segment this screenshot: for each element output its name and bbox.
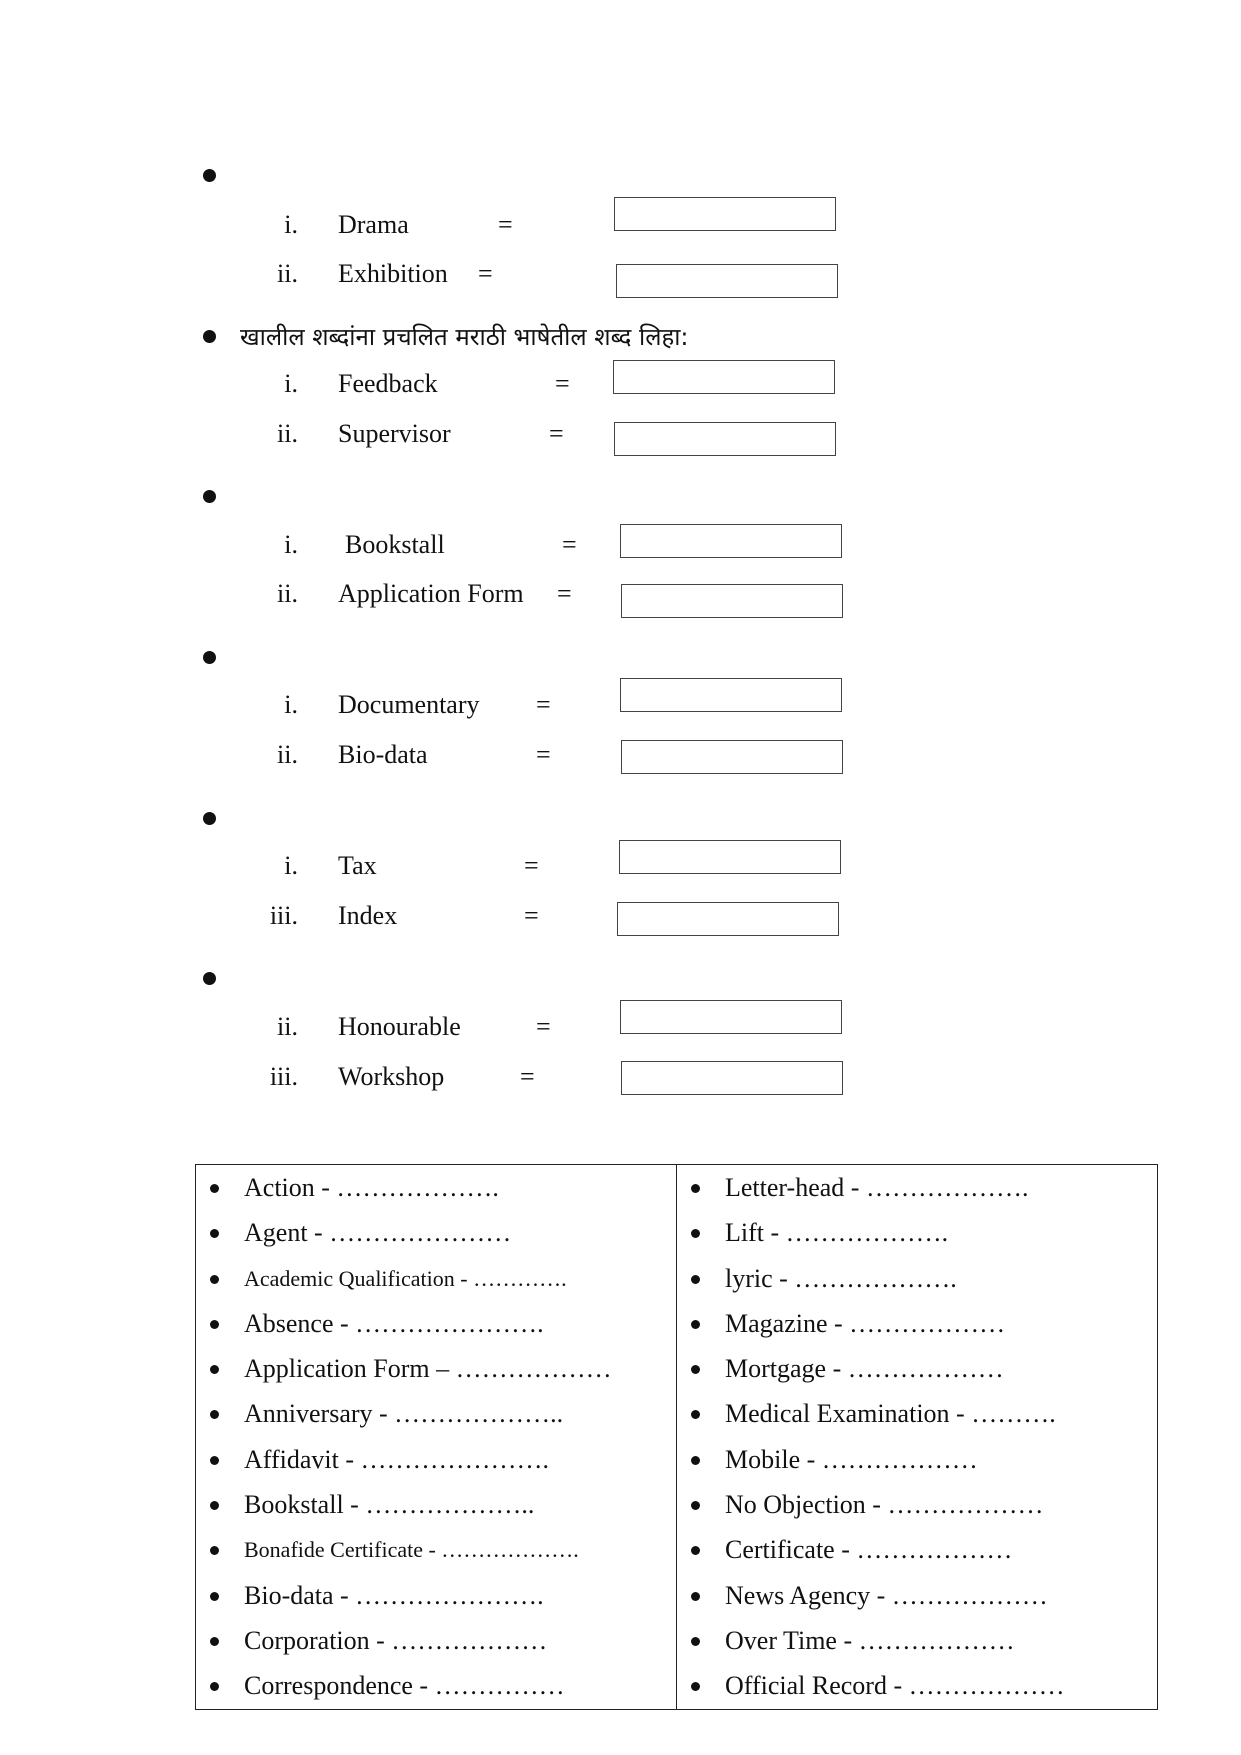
item-number: i. <box>284 369 298 398</box>
bullet-icon <box>691 1592 700 1601</box>
section-1-bullet <box>203 169 216 182</box>
equals-sign: = <box>536 740 551 769</box>
bullet-icon <box>210 1229 219 1238</box>
bullet-icon <box>210 1501 219 1510</box>
vocab-item: News Agency - ……………… <box>677 1573 1157 1618</box>
item-number: i. <box>284 690 298 719</box>
section-2-heading: खालील शब्दांना प्रचलित मराठी भाषेतील शब्द लिहा: <box>240 323 689 351</box>
bullet-icon <box>691 1682 700 1691</box>
section-5-bullet <box>203 812 216 825</box>
item-number: ii. <box>277 740 298 769</box>
bullet-icon <box>210 1637 219 1646</box>
equals-sign: = <box>520 1062 535 1091</box>
bullet-icon <box>210 1184 219 1193</box>
vocab-item: Absence - …………………. <box>196 1301 676 1346</box>
equals-sign: = <box>557 579 572 608</box>
answer-box[interactable] <box>620 524 842 558</box>
vocab-item: Magazine - ……………… <box>677 1301 1157 1346</box>
english-word: Supervisor <box>338 419 451 448</box>
vocab-item: Action - ………………. <box>196 1165 676 1210</box>
answer-box[interactable] <box>621 740 843 774</box>
answer-box[interactable] <box>617 902 839 936</box>
vocab-item: No Objection - ……………… <box>677 1482 1157 1527</box>
english-word: Tax <box>338 851 377 880</box>
vocab-item: Anniversary - ……………….. <box>196 1391 676 1436</box>
english-word: Feedback <box>338 369 438 398</box>
vocab-item: Correspondence - …………… <box>196 1663 676 1708</box>
vocabulary-table <box>195 1164 1158 1710</box>
vocab-item: Application Form – ……………… <box>196 1346 676 1391</box>
answer-box[interactable] <box>614 197 836 231</box>
english-word: Workshop <box>338 1062 445 1091</box>
answer-box[interactable] <box>613 360 835 394</box>
equals-sign: = <box>536 690 551 719</box>
vocab-item: Mobile - ……………… <box>677 1437 1157 1482</box>
section-2-bullet <box>203 330 216 343</box>
answer-box[interactable] <box>621 1061 843 1095</box>
english-word: Bookstall <box>345 530 445 559</box>
bullet-icon <box>691 1320 700 1329</box>
vocab-item: Bio-data - …………………. <box>196 1573 676 1618</box>
bullet-icon <box>691 1637 700 1646</box>
vocabulary-column-left <box>196 1165 677 1710</box>
bullet-icon <box>691 1501 700 1510</box>
equals-sign: = <box>562 530 577 559</box>
vocab-item: Certificate - ……………… <box>677 1527 1157 1572</box>
vocab-item: Mortgage - ……………… <box>677 1346 1157 1391</box>
vocab-item: Over Time - ……………… <box>677 1618 1157 1663</box>
answer-box[interactable] <box>621 584 843 618</box>
item-number: ii. <box>277 579 298 608</box>
bullet-icon <box>210 1682 219 1691</box>
vocab-item: Corporation - ……………… <box>196 1618 676 1663</box>
equals-sign: = <box>549 419 564 448</box>
vocab-item: Academic Qualification - …………. <box>196 1256 676 1301</box>
answer-box[interactable] <box>616 264 838 298</box>
vocab-item: Official Record - ……………… <box>677 1663 1157 1708</box>
item-number: ii. <box>277 419 298 448</box>
equals-sign: = <box>536 1012 551 1041</box>
english-word: Documentary <box>338 690 480 719</box>
bullet-icon <box>210 1456 219 1465</box>
bullet-icon <box>691 1184 700 1193</box>
vocabulary-column-right <box>677 1165 1158 1710</box>
vocab-item: Letter-head - ………………. <box>677 1165 1157 1210</box>
equals-sign: = <box>478 259 493 288</box>
bullet-icon <box>691 1456 700 1465</box>
vocab-item: Bookstall - ……………….. <box>196 1482 676 1527</box>
bullet-icon <box>691 1365 700 1374</box>
vocab-item: Medical Examination - ………. <box>677 1391 1157 1436</box>
equals-sign: = <box>524 901 539 930</box>
bullet-icon <box>691 1275 700 1284</box>
bullet-icon <box>210 1592 219 1601</box>
section-3-bullet <box>203 490 216 503</box>
answer-box[interactable] <box>620 678 842 712</box>
english-word: Application Form <box>338 579 524 608</box>
english-word: Honourable <box>338 1012 461 1041</box>
equals-sign: = <box>498 210 513 239</box>
bullet-icon <box>210 1275 219 1284</box>
bullet-icon <box>210 1546 219 1555</box>
vocab-item: Agent - ………………… <box>196 1210 676 1255</box>
section-4-bullet <box>203 651 216 664</box>
item-number: iii. <box>269 1062 298 1091</box>
answer-box[interactable] <box>619 840 841 874</box>
vocab-item: Affidavit - …………………. <box>196 1437 676 1482</box>
english-word: Drama <box>338 210 409 239</box>
item-number: i. <box>284 530 298 559</box>
vocab-item: Bonafide Certificate - ………………. <box>196 1527 676 1572</box>
bullet-icon <box>691 1229 700 1238</box>
english-word: Exhibition <box>338 259 448 288</box>
english-word: Bio-data <box>338 740 428 769</box>
item-number: i. <box>284 210 298 239</box>
answer-box[interactable] <box>620 1000 842 1034</box>
answer-box[interactable] <box>614 422 836 456</box>
item-number: ii. <box>277 1012 298 1041</box>
bullet-icon <box>691 1546 700 1555</box>
bullet-icon <box>691 1410 700 1419</box>
item-number: ii. <box>277 259 298 288</box>
item-number: iii. <box>269 901 298 930</box>
bullet-icon <box>210 1410 219 1419</box>
vocab-item: Lift - ………………. <box>677 1210 1157 1255</box>
english-word: Index <box>338 901 398 930</box>
bullet-icon <box>210 1365 219 1374</box>
equals-sign: = <box>555 369 570 398</box>
section-6-bullet <box>203 972 216 985</box>
item-number: i. <box>284 851 298 880</box>
equals-sign: = <box>524 851 539 880</box>
vocab-item: lyric - ………………. <box>677 1256 1157 1301</box>
bullet-icon <box>210 1320 219 1329</box>
